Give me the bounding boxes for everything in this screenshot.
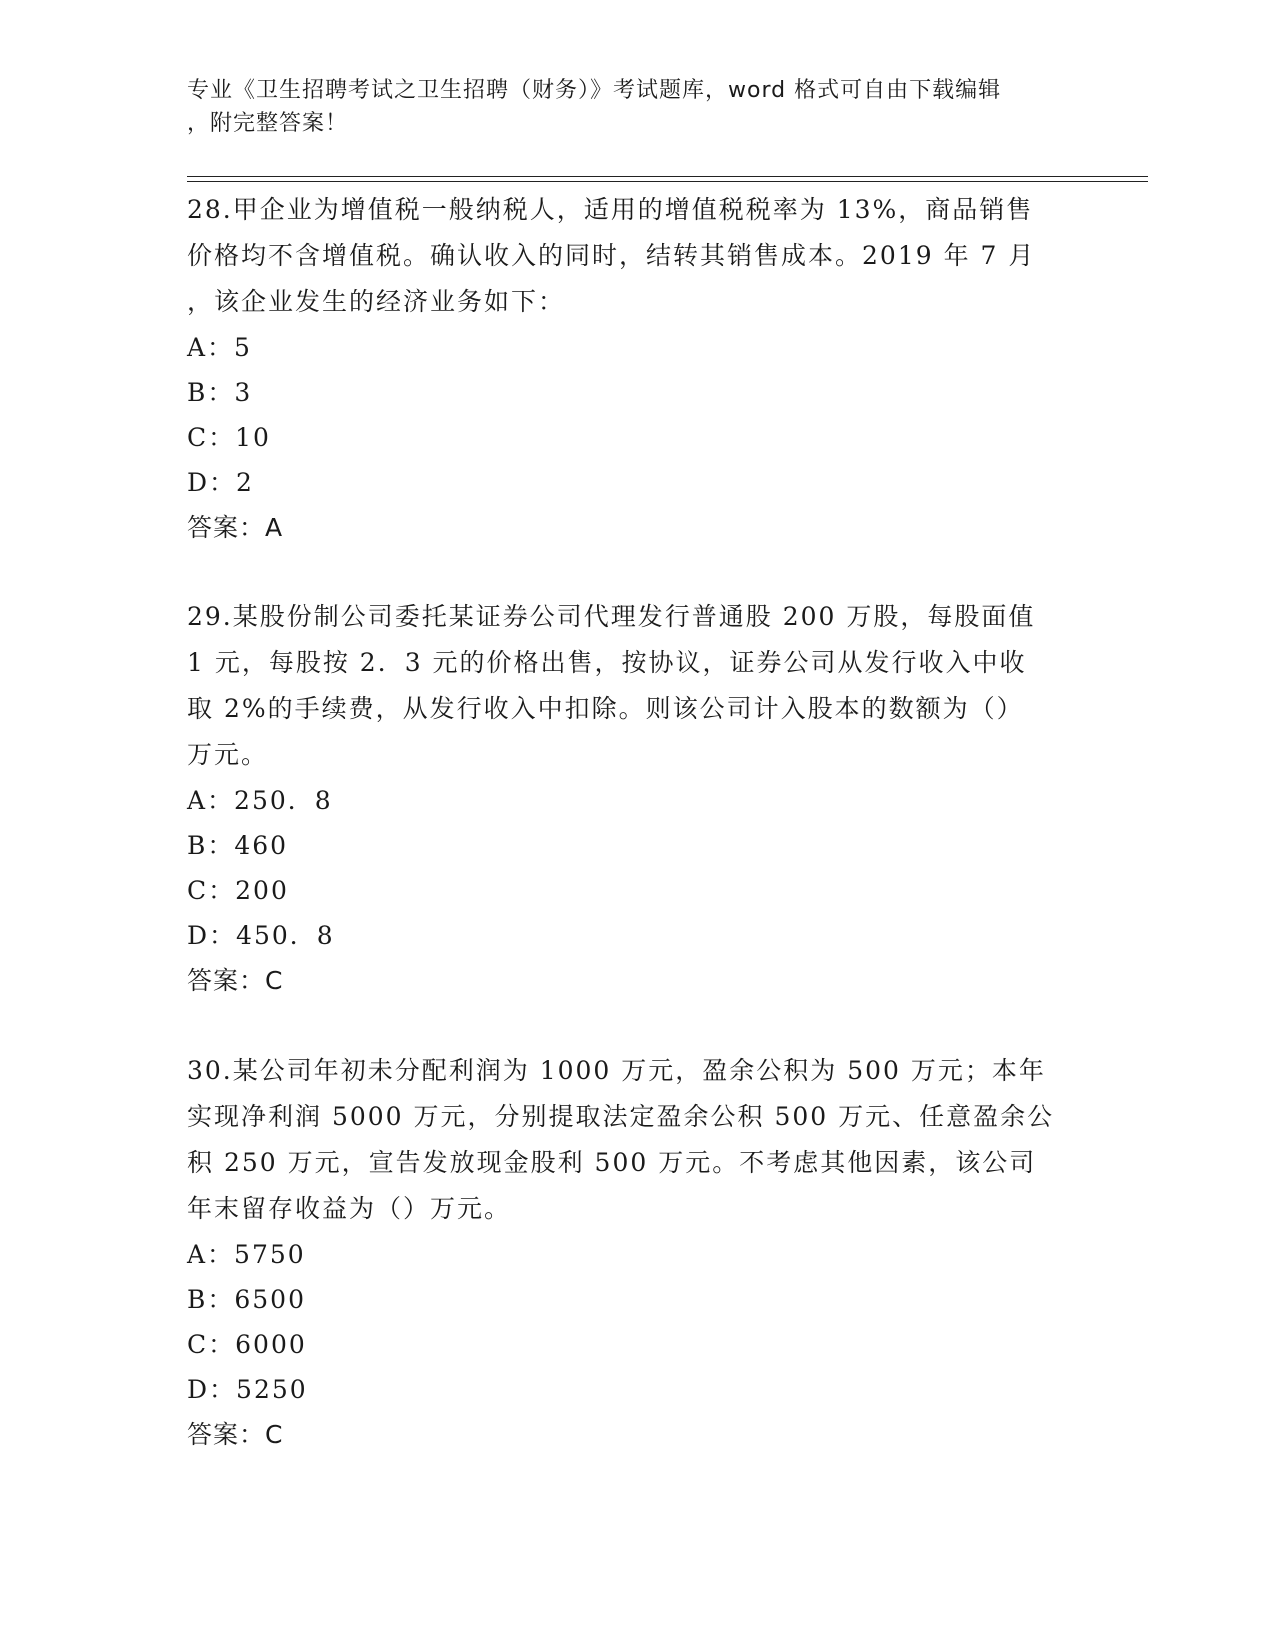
question-stem-line: 29.某股份制公司委托某证券公司代理发行普通股 200 万股，每股面值	[187, 602, 1036, 631]
option-d: D：5250	[187, 1375, 308, 1404]
option-b: B：3	[187, 378, 253, 407]
option-c: C：6000	[187, 1330, 307, 1359]
question-stem-line: 取 2%的手续费，从发行收入中扣除。则该公司计入股本的数额为（）	[187, 694, 1024, 723]
answer-label: 答案：A	[187, 513, 284, 542]
question-29	[187, 594, 1067, 1004]
header-line-2: ，附完整答案！	[187, 111, 349, 136]
question-stem-line: 万元。	[187, 740, 269, 769]
header-line-1: 专业《卫生招聘考试之卫生招聘（财务）》考试题库，word 格式可自由下载编辑	[187, 78, 1002, 103]
question-stem-line: 1 元，每股按 2．3 元的价格出售，按协议，证券公司从发行收入中收	[187, 648, 1027, 677]
question-30	[187, 1048, 1067, 1458]
option-d: D：2	[187, 468, 254, 497]
option-d: D：450．8	[187, 921, 335, 950]
question-stem-line: ，该企业发生的经济业务如下：	[187, 287, 566, 316]
question-stem-line: 28.甲企业为增值税一般纳税人，适用的增值税税率为 13%，商品销售	[187, 195, 1034, 224]
question-stem-line: 价格均不含增值税。确认收入的同时，结转其销售成本。2019 年 7 月	[187, 241, 1036, 270]
option-a: A：250．8	[187, 786, 333, 815]
question-stem-line: 积 250 万元，宣告发放现金股利 500 万元。不考虑其他因素，该公司	[187, 1148, 1037, 1177]
option-c: C：200	[187, 876, 289, 905]
question-28	[187, 187, 1067, 551]
header-divider-top	[187, 176, 1148, 177]
option-b: B：460	[187, 831, 289, 860]
question-stem-line: 30.某公司年初未分配利润为 1000 万元，盈余公积为 500 万元；本年	[187, 1056, 1046, 1085]
document-header	[187, 74, 1067, 140]
option-b: B：6500	[187, 1285, 306, 1314]
option-a: A：5750	[187, 1240, 306, 1269]
question-stem-line: 年末留存收益为（）万元。	[187, 1194, 512, 1223]
header-divider-bottom	[187, 181, 1148, 182]
answer-label: 答案：C	[187, 966, 284, 995]
question-stem-line: 实现净利润 5000 万元，分别提取法定盈余公积 500 万元、任意盈余公	[187, 1102, 1055, 1131]
option-a: A：5	[187, 333, 252, 362]
answer-label: 答案：C	[187, 1420, 284, 1449]
option-c: C：10	[187, 423, 271, 452]
